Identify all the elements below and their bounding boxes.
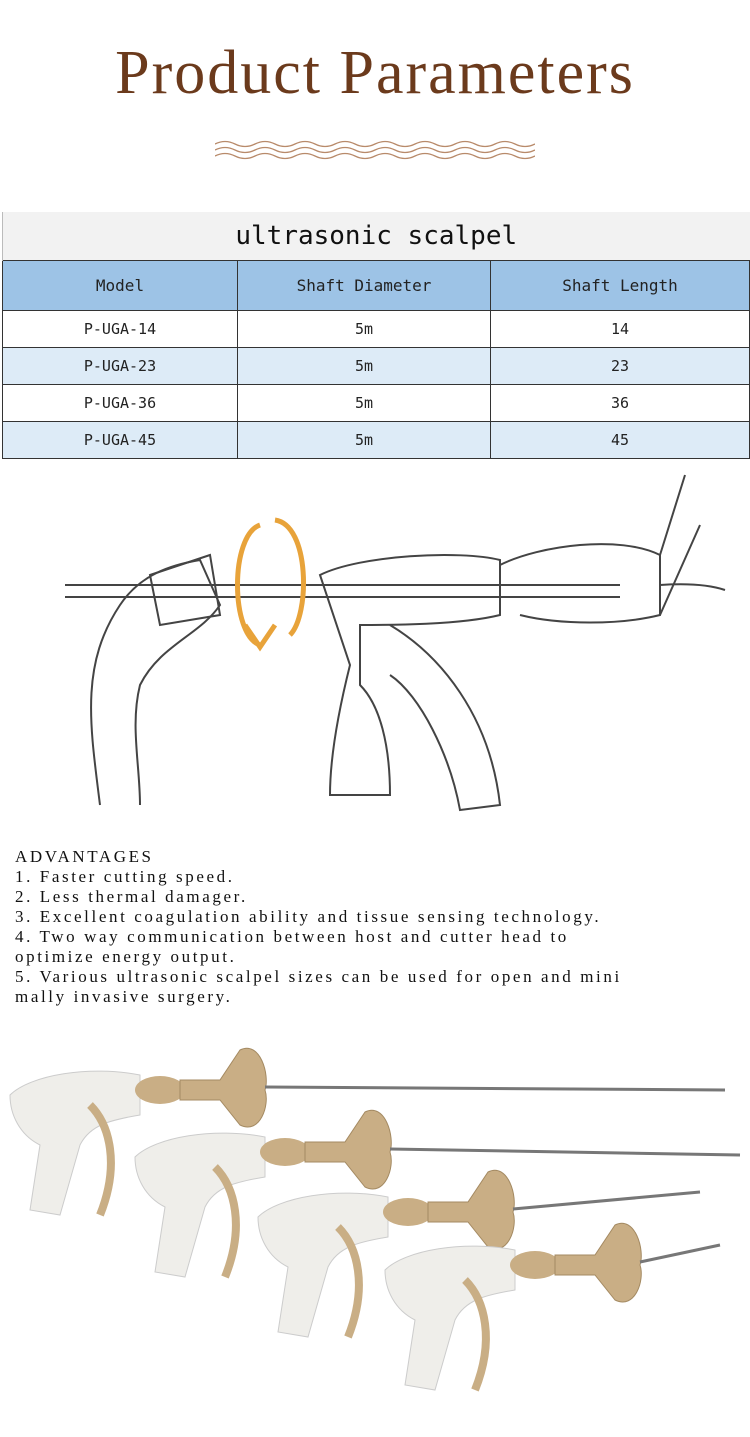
cell-length: 45 (491, 422, 750, 459)
rotation-arrow-icon (238, 520, 304, 647)
column-header-model: Model (3, 261, 238, 311)
table-row (3, 385, 750, 422)
cell-model: P-UGA-36 (3, 385, 238, 422)
instrument-4 (385, 1223, 720, 1390)
device-body-outline (320, 555, 500, 795)
advantage-line: optimize energy output. (15, 947, 237, 966)
right-hand-outline (500, 475, 700, 623)
cable (660, 584, 725, 590)
advantage-line: 4. Two way communication between host and cutter head to (15, 927, 569, 946)
cell-diameter: 5m (238, 311, 491, 348)
usage-illustration (60, 465, 730, 820)
cell-diameter: 5m (238, 422, 491, 459)
cell-length: 14 (491, 311, 750, 348)
wave-divider-icon (215, 138, 535, 164)
cell-model: P-UGA-14 (3, 311, 238, 348)
cell-model: P-UGA-45 (3, 422, 238, 459)
cell-length: 36 (491, 385, 750, 422)
cell-length: 23 (491, 348, 750, 385)
trigger-outline (390, 625, 500, 810)
advantage-line: 2. Less thermal damager. (15, 887, 248, 906)
advantage-line: mally invasive surgery. (15, 987, 233, 1006)
advantages-heading: ADVANTAGES (15, 847, 154, 866)
cell-model: P-UGA-23 (3, 348, 238, 385)
table-row (3, 348, 750, 385)
column-header-shaft-diameter: Shaft Diameter (238, 261, 491, 311)
rotation-knob-outline (150, 555, 220, 625)
table-row (3, 422, 750, 459)
product-photo (0, 1035, 750, 1415)
advantage-line: 3. Excellent coagulation ability and tissue sensing technology. (15, 907, 602, 926)
advantage-line: 5. Various ultrasonic scalpel sizes can be used for open and mini (15, 967, 622, 986)
parameters-table (2, 212, 750, 459)
column-header-shaft-length: Shaft Length (491, 261, 750, 311)
page-title: Product Parameters (115, 39, 635, 107)
shaft-line (65, 585, 620, 597)
cell-diameter: 5m (238, 348, 491, 385)
advantages-section (15, 847, 622, 1007)
advantage-line: 1. Faster cutting speed. (15, 867, 235, 886)
table-row (3, 311, 750, 348)
table-caption: ultrasonic scalpel (3, 212, 750, 261)
cell-diameter: 5m (238, 385, 491, 422)
